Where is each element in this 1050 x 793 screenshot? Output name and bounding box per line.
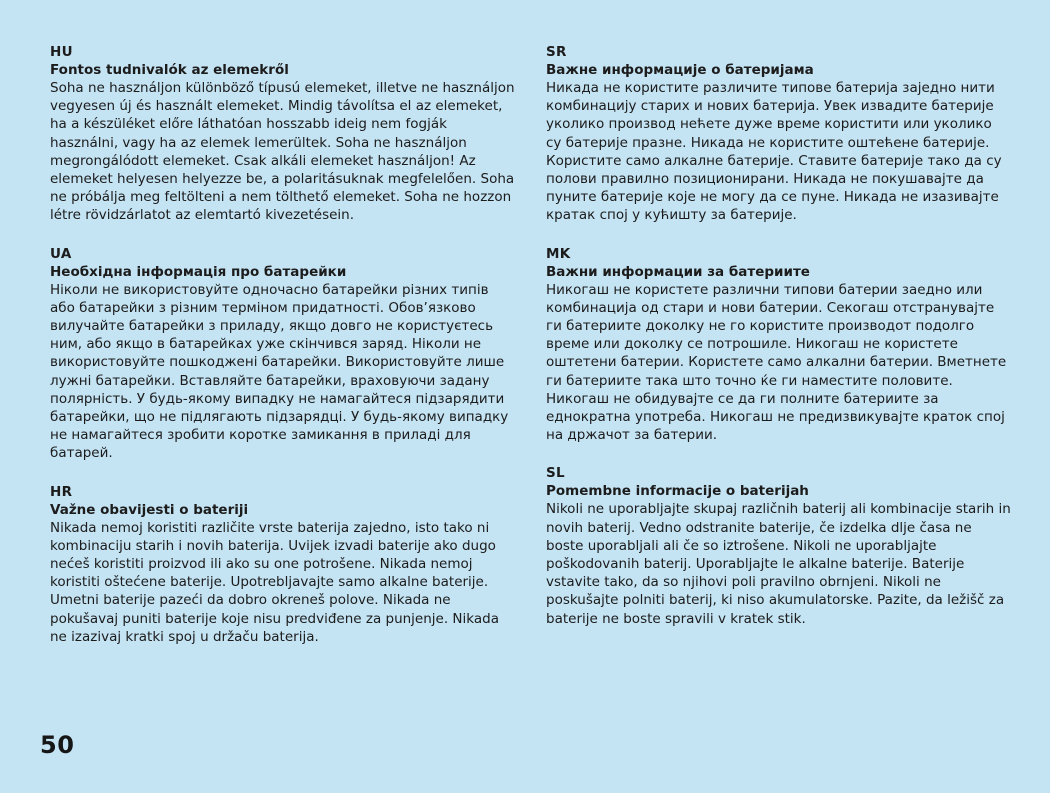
section-hr <box>50 483 515 646</box>
section-body: Ніколи не використовуйте одночасно батарейки різних типів або батарейки з різним терміном придатності. Обов’язково вилучайте батарейки з приладу, якщо довго не користуєтесь ним, або якщо в батарейках уже скінчився заряд. Ніколи не використовуйте пошкоджені батарейки. Використовуйте лише лужні батарейки. Вставляйте батарейки, враховуючи задану полярність. У будь-якому випадку не намагайтеся підзарядити батарейки, що не підлягають підзарядці. У будь-якому випадку не намагайтеся зробити коротке замикання в приладі для батарей. <box>50 281 509 462</box>
section-heading: Pomembne informacije o baterijah <box>546 483 809 500</box>
left-column <box>50 43 515 666</box>
section-heading: Važne obavijesti o bateriji <box>50 501 249 518</box>
section-body: Никада не користите различите типове батерија заједно нити комбинацију старих и нових батерија. Увек извадите батерије уколико производ нећете дуже време користити или уколико су батерије празне. Никада не користите оштећене батерије. Користите само алкалне батерије. Ставите батерије тако да су полови правилно позиционирани. Никада не покушавајте да пуните батерије које не могу да се пуне. Никада не изазивајте кратак спој у кућишту за батерије. <box>546 80 1002 224</box>
section-heading: Необхідна інформація про батарейки <box>50 263 347 280</box>
language-code: UA <box>50 245 72 262</box>
section-body: Soha ne használjon különböző típusú elemeket, illetve ne használjon vegyesen új és használt elemeket. Mindig távolítsa el az elemeket, ha a készüléket előre láthatóan hosszabb ideig nem fogják használni, vagy ha az elemek lemerültek. Soha ne használjon megrongálódott elemeket. Csak alkáli elemeket használjon! Az elemeket helyesen helyezze be, a polaritásuknak megfelelően. Soha ne próbálja meg feltölteni a nem tölthető elemeket. Soha ne hozzon létre rövidzárlatot az elemtartó kivezetésein. <box>50 80 515 224</box>
language-code: MK <box>546 245 571 262</box>
section-heading: Fontos tudnivalók az elemekről <box>50 62 289 78</box>
section-sl <box>546 464 1011 627</box>
language-code: SR <box>546 44 567 60</box>
right-column <box>546 43 1011 648</box>
section-ua <box>50 245 515 463</box>
section-sr <box>546 43 1011 225</box>
section-heading: Важне информације о батеријама <box>546 62 814 78</box>
section-body: Nikoli ne uporabljajte skupaj različnih baterij ali kombinacije starih in novih baterij. Vedno odstranite baterije, če izdelka dlje časa ne boste uporabljali ali če so iztrošene. Nikoli ne uporabljajte poškodovanih baterij. Uporabljajte le alkalne baterije. Baterije vstavite tako, da so njihovi poli pravilno obrnjeni. Nikoli ne poskušajte polniti baterij, ki niso akumulatorske. Pazite, da ležišč za baterije ne boste spravili v kratek stik. <box>546 501 1011 627</box>
page-number: 50 <box>40 731 75 759</box>
section-body: Никогаш не користете различни типови батерии заедно или комбинација од стари и нови батерии. Секогаш отстранувајте ги батериите доколку не го користите производот подолго време или доколку се потрошиле. Никогаш не користете оштетени батерии. Користете само алкални батерии. Вметнете ги батериите така што точно ќе ги наместите половите. Никогаш не обидувајте се да ги полните батериите за еднократна употреба. Никогаш не предизвикувајте краток спој на држачот за батерии. <box>546 281 1007 444</box>
language-code: HR <box>50 483 73 500</box>
section-heading: Важни информации за батериите <box>546 263 810 280</box>
section-body: Nikada nemoj koristiti različite vrste baterija zajedno, isto tako ni kombinaciju starih i novih baterija. Uvijek izvadi baterije ako dugo nećeš koristiti proizvod ili ako su one potrošene. Nikada nemoj koristiti oštećene baterije. Upotrebljavajte samo alkalne baterije. Umetni baterije pazeći da dobro okreneš polove. Nikada ne pokušavaj puniti baterije koje nisu predviđene za punjenje. Nikada ne izazivaj kratki spoj u držaču baterija. <box>50 519 499 645</box>
language-code: HU <box>50 44 73 60</box>
language-code: SL <box>546 465 565 482</box>
section-hu <box>50 43 515 225</box>
section-mk <box>546 245 1011 445</box>
